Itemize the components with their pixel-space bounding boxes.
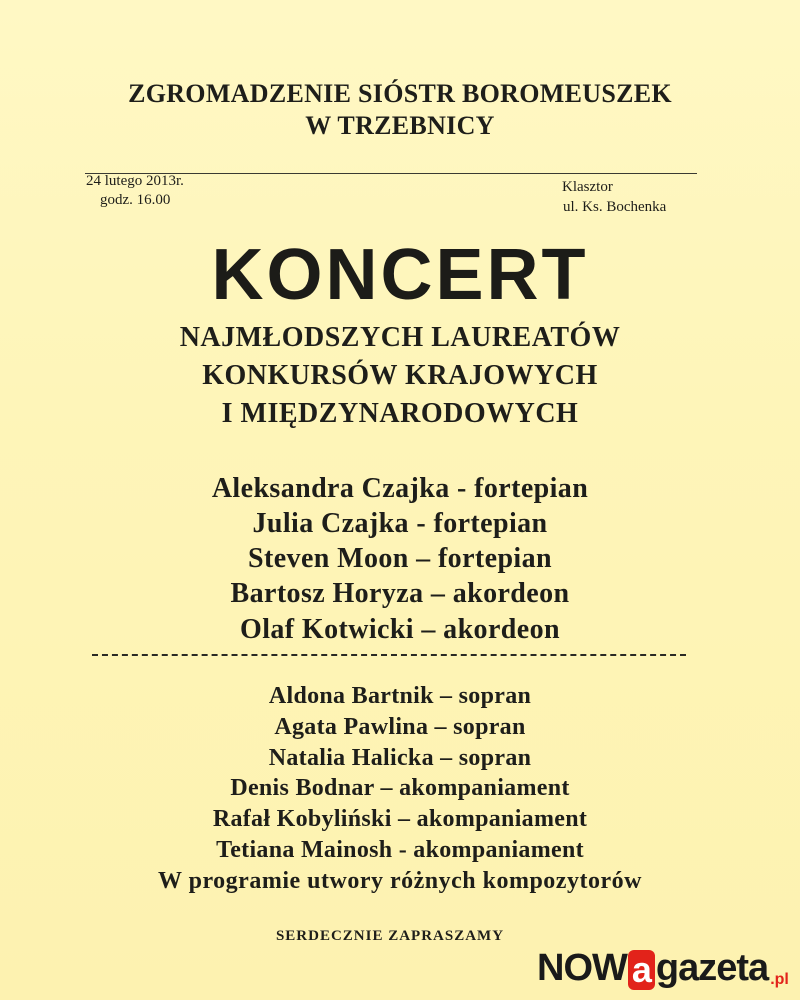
nowagazeta-logo <box>537 946 789 990</box>
singer-item: Aldona Bartnik – sopran <box>268 683 532 709</box>
singer-item: Natalia Halicka – sopran <box>268 745 532 771</box>
singer-item: Denis Bodnar – akompaniament <box>230 775 570 801</box>
singer-item: Tetiana Mainosh - akompaniament <box>216 837 584 863</box>
header-line-1: ZGROMADZENIE SIÓSTR BOROMEUSZEK <box>128 79 672 108</box>
performer-item: Aleksandra Czajka - fortepian <box>211 473 589 504</box>
subtitle-line: I MIĘDZYNARODOWYCH <box>221 398 579 429</box>
performer-item: Julia Czajka - fortepian <box>252 508 548 539</box>
subtitle-line: NAJMŁODSZYCH LAUREATÓW <box>179 322 621 353</box>
program-note: W programie utwory różnych kompozytorów <box>158 868 642 894</box>
header-line-2: W TRZEBNICY <box>305 111 495 140</box>
dashed-divider <box>92 654 686 656</box>
performer-item: Steven Moon – fortepian <box>248 543 552 574</box>
singer-item: Agata Pawlina – sopran <box>274 714 526 740</box>
subtitle-line: KONKURSÓW KRAJOWYCH <box>202 360 598 391</box>
event-place: Klasztor <box>562 179 613 195</box>
singer-item: Rafał Kobyliński – akompaniament <box>212 806 588 832</box>
event-street: ul. Ks. Bochenka <box>563 199 667 215</box>
invitation-text: SERDECZNIE ZAPRASZAMY <box>275 928 505 944</box>
page-title: KONCERT <box>211 235 589 315</box>
performer-item: Olaf Kotwicki – akordeon <box>240 614 560 645</box>
performer-item: Bartosz Horyza – akordeon <box>230 578 570 609</box>
logo-badge: a <box>628 950 655 990</box>
event-date: 24 lutego 2013r. <box>86 173 184 189</box>
logo-suffix: .pl <box>770 971 789 988</box>
event-time: godz. 16.00 <box>100 192 171 208</box>
logo-part-now: NOW <box>537 947 627 989</box>
logo-part-gazeta: gazeta <box>655 947 769 989</box>
